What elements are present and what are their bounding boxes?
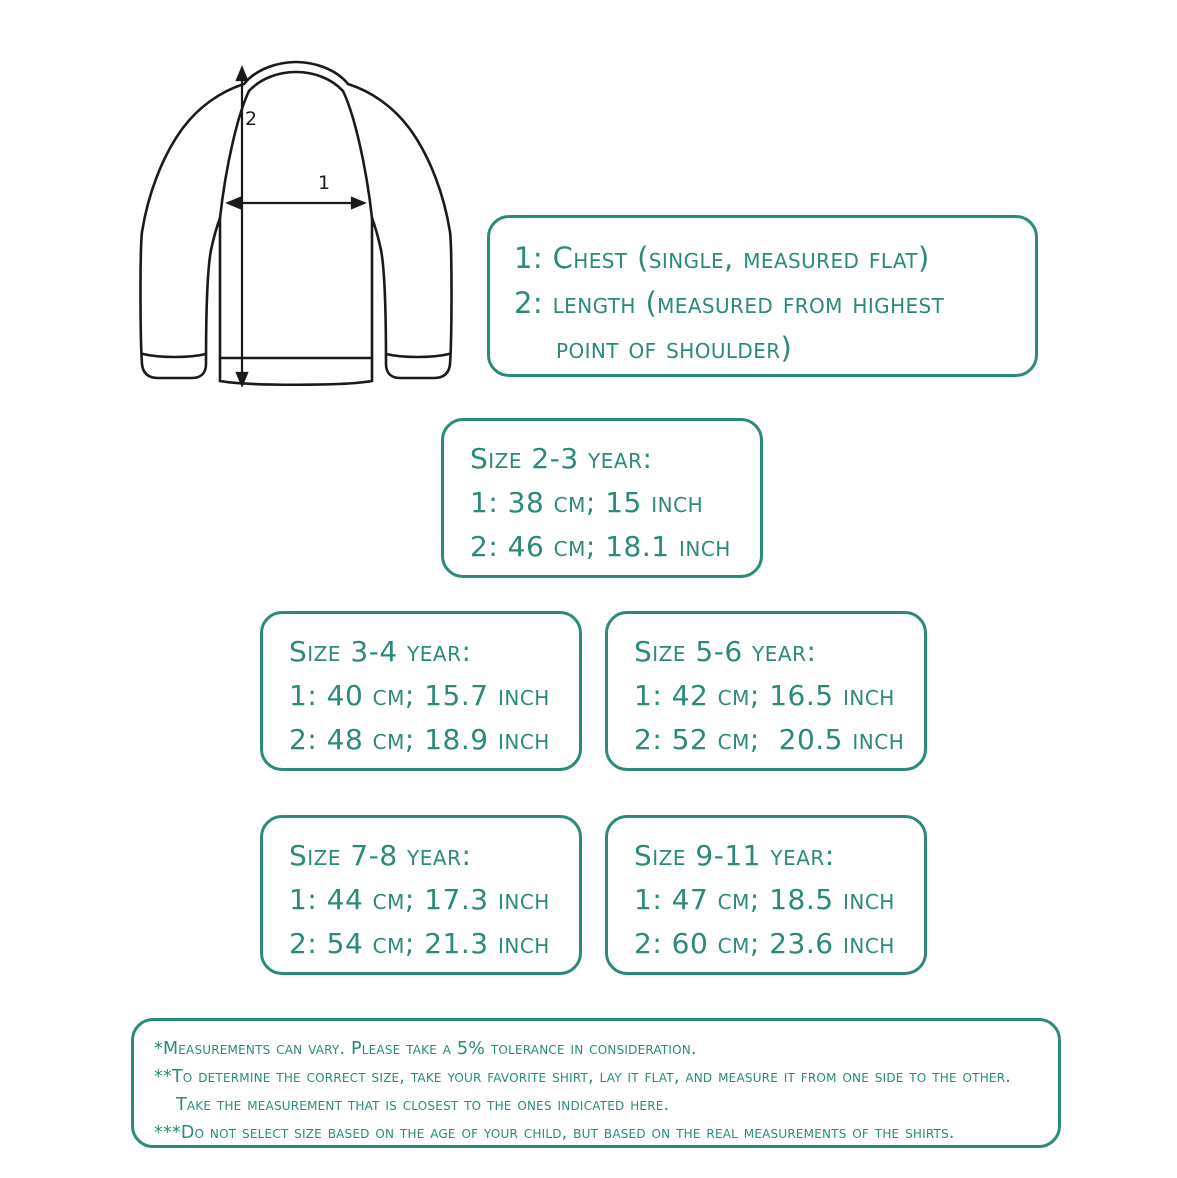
size-card-length: 2: 52 cm; 20.5 inch <box>634 723 905 756</box>
size-card-3-4-year <box>260 611 582 771</box>
size-card-title: Size 3-4 year: <box>289 635 472 668</box>
footnotes-box <box>131 1018 1061 1148</box>
footnote-line-2: **To determine the correct size, take your favorite shirt, lay it flat, and measure it from one side to the other. <box>154 1067 1012 1087</box>
size-card-title: Size 2-3 year: <box>470 442 653 475</box>
legend-line-2: 2: length (measured from highest <box>514 286 945 320</box>
size-card-9-11-year <box>605 815 927 975</box>
size-card-chest: 1: 38 cm; 15 inch <box>470 486 704 519</box>
dimension-label-2: 2 <box>245 108 258 130</box>
footnote-line-3: Take the measurement that is closest to the ones indicated here. <box>176 1095 670 1115</box>
size-card-chest: 1: 40 cm; 15.7 inch <box>289 679 550 712</box>
footnote-line-1: *Measurements can vary. Please take a 5% tolerance in consideration. <box>154 1039 697 1059</box>
legend-line-3: point of shoulder) <box>556 331 793 365</box>
size-card-title: Size 9-11 year: <box>634 839 835 872</box>
size-card-chest: 1: 42 cm; 16.5 inch <box>634 679 895 712</box>
size-card-length: 2: 54 cm; 21.3 inch <box>289 927 550 960</box>
size-card-7-8-year <box>260 815 582 975</box>
size-card-2-3-year <box>441 418 763 578</box>
size-card-5-6-year <box>605 611 927 771</box>
size-card-length: 2: 48 cm; 18.9 inch <box>289 723 550 756</box>
footnote-line-4: ***Do not select size based on the age of your child, but based on the real measurements of the shirts. <box>154 1123 955 1143</box>
size-card-title: Size 7-8 year: <box>289 839 472 872</box>
dimension-label-1: 1 <box>318 172 331 194</box>
size-card-length: 2: 60 cm; 23.6 inch <box>634 927 895 960</box>
size-card-chest: 1: 47 cm; 18.5 inch <box>634 883 895 916</box>
legend-line-1: 1: Chest (single, measured flat) <box>514 241 930 275</box>
legend-box <box>487 215 1038 377</box>
size-card-chest: 1: 44 cm; 17.3 inch <box>289 883 550 916</box>
size-card-length: 2: 46 cm; 18.1 inch <box>470 530 731 563</box>
size-card-title: Size 5-6 year: <box>634 635 817 668</box>
garment-illustration <box>118 36 458 406</box>
